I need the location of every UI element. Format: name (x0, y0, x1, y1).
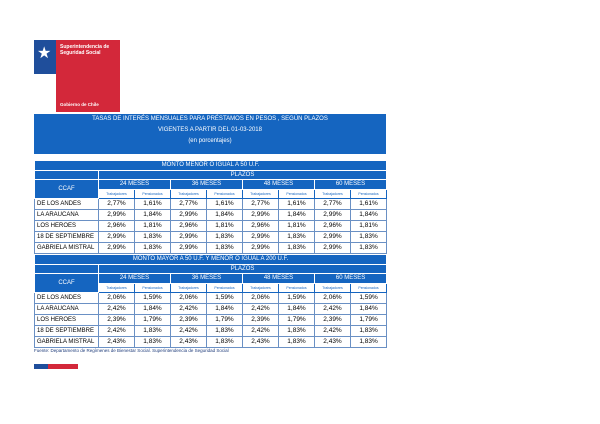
rate-cell: 2,06% (243, 293, 279, 304)
document-valid-date: VIGENTES A PARTIR DEL 01-03-2018 (158, 127, 262, 133)
ccaf-header: CCAF (35, 274, 99, 293)
rate-cell: 2,99% (315, 243, 351, 254)
rates-table-up-to-50uf (34, 160, 387, 254)
rate-cell: 1,81% (279, 221, 315, 232)
rate-cell: 2,99% (243, 243, 279, 254)
logo-institution-name: Superintendencia de Seguridad Social (60, 44, 110, 56)
rate-cell: 2,99% (99, 243, 135, 254)
rate-cell: 2,77% (171, 199, 207, 210)
table-row (35, 199, 387, 210)
superintendencia-logo (34, 40, 120, 112)
rate-cell: 1,84% (207, 210, 243, 221)
rate-cell: 2,96% (99, 221, 135, 232)
term-header: 24 MESES (99, 180, 171, 190)
rate-cell: 2,39% (171, 315, 207, 326)
pensioners-subheader: Pensionados (351, 190, 387, 199)
workers-subheader: Trabajadores (171, 190, 207, 199)
rate-cell: 2,42% (99, 326, 135, 337)
rate-cell: 2,42% (171, 326, 207, 337)
term-header: 48 MESES (243, 180, 315, 190)
rate-cell: 1,79% (279, 315, 315, 326)
rate-cell: 2,99% (171, 210, 207, 221)
workers-subheader: Trabajadores (171, 284, 207, 293)
rate-cell: 1,81% (207, 221, 243, 232)
source-note: Fuente: Departamento de Regímenes de Bienestar Social. Superintendencia de Seguridad Social (34, 348, 229, 353)
rate-cell: 1,84% (351, 304, 387, 315)
rate-cell: 1,83% (351, 326, 387, 337)
ccaf-name: 18 DE SEPTIEMBRE (35, 326, 99, 337)
rate-cell: 1,83% (207, 337, 243, 348)
rate-cell: 2,99% (171, 232, 207, 243)
table-row (35, 315, 387, 326)
rate-cell: 1,83% (351, 243, 387, 254)
rate-cell: 2,96% (243, 221, 279, 232)
rate-cell: 2,42% (243, 326, 279, 337)
table-row (35, 337, 387, 348)
rate-cell: 2,99% (315, 232, 351, 243)
rate-cell: 1,59% (135, 293, 171, 304)
workers-subheader: Trabajadores (243, 190, 279, 199)
rate-cell: 1,83% (279, 326, 315, 337)
rate-cell: 1,61% (351, 199, 387, 210)
rate-cell: 1,83% (351, 232, 387, 243)
rate-cell: 1,83% (135, 337, 171, 348)
rate-cell: 2,39% (243, 315, 279, 326)
rate-cell: 2,99% (99, 210, 135, 221)
rate-cell: 1,59% (279, 293, 315, 304)
rate-cell: 2,42% (99, 304, 135, 315)
pensioners-subheader: Pensionados (351, 284, 387, 293)
term-header: 24 MESES (99, 274, 171, 284)
table-caption: MONTO MAYOR A 50 U.F. Y MENOR O IGUAL A 200 U.F. (35, 255, 387, 265)
rate-cell: 1,59% (351, 293, 387, 304)
workers-subheader: Trabajadores (99, 284, 135, 293)
rate-cell: 1,84% (207, 304, 243, 315)
rate-cell: 2,39% (99, 315, 135, 326)
rate-cell: 2,42% (243, 304, 279, 315)
ccaf-name: LOS HEROES (35, 221, 99, 232)
rate-cell: 1,83% (135, 243, 171, 254)
rate-cell: 1,83% (135, 326, 171, 337)
table-row (35, 326, 387, 337)
rate-cell: 2,43% (243, 337, 279, 348)
rate-cell: 1,83% (207, 243, 243, 254)
ccaf-name: GABRIELA MISTRAL (35, 243, 99, 254)
rate-cell: 2,99% (315, 210, 351, 221)
rate-cell: 1,81% (351, 221, 387, 232)
ccaf-name: DE LOS ANDES (35, 199, 99, 210)
term-header: 36 MESES (171, 180, 243, 190)
rate-cell: 2,39% (315, 315, 351, 326)
rate-cell: 2,43% (315, 337, 351, 348)
rate-cell: 2,99% (171, 243, 207, 254)
document-title-box (34, 114, 386, 154)
ccaf-name: LOS HEROES (35, 315, 99, 326)
ccaf-name: GABRIELA MISTRAL (35, 337, 99, 348)
ccaf-name: LA ARAUCANA (35, 304, 99, 315)
pensioners-subheader: Pensionados (135, 284, 171, 293)
logo-government-label: Gobierno de Chile (60, 102, 99, 107)
rate-cell: 2,42% (315, 304, 351, 315)
rate-cell: 2,99% (243, 232, 279, 243)
rate-cell: 1,61% (279, 199, 315, 210)
table-row (35, 232, 387, 243)
rate-cell: 1,61% (207, 199, 243, 210)
rate-cell: 1,81% (135, 221, 171, 232)
workers-subheader: Trabajadores (315, 284, 351, 293)
rate-cell: 1,83% (207, 232, 243, 243)
rate-cell: 2,06% (315, 293, 351, 304)
star-icon: ★ (37, 45, 52, 62)
rate-cell: 1,61% (135, 199, 171, 210)
rate-cell: 2,43% (171, 337, 207, 348)
plazos-header: PLAZOS (99, 265, 387, 274)
pensioners-subheader: Pensionados (279, 190, 315, 199)
plazos-header: PLAZOS (99, 171, 387, 180)
rate-cell: 2,42% (315, 326, 351, 337)
rate-cell: 2,06% (171, 293, 207, 304)
rate-cell: 1,83% (135, 232, 171, 243)
rate-cell: 1,83% (279, 243, 315, 254)
rate-cell: 2,96% (171, 221, 207, 232)
table-row (35, 243, 387, 254)
rate-cell: 1,84% (351, 210, 387, 221)
rates-table-50-to-200uf (34, 254, 387, 348)
ccaf-header: CCAF (35, 180, 99, 199)
pensioners-subheader: Pensionados (207, 284, 243, 293)
rate-cell: 2,96% (315, 221, 351, 232)
rate-cell: 1,79% (135, 315, 171, 326)
table-row (35, 304, 387, 315)
rate-cell: 2,43% (99, 337, 135, 348)
ccaf-name: DE LOS ANDES (35, 293, 99, 304)
rate-cell: 1,79% (207, 315, 243, 326)
term-header: 60 MESES (315, 274, 387, 284)
ccaf-name: 18 DE SEPTIEMBRE (35, 232, 99, 243)
rate-cell: 2,99% (99, 232, 135, 243)
rate-cell: 1,84% (279, 210, 315, 221)
rate-cell: 1,83% (207, 326, 243, 337)
rate-cell: 1,84% (279, 304, 315, 315)
document-units: (en porcentajes) (188, 138, 232, 144)
document-title: TASAS DE INTERÉS MENSUALES PARA PRÉSTAMOS EN PESOS , SEGÚN PLAZOS (92, 116, 328, 122)
term-header: 60 MESES (315, 180, 387, 190)
rate-cell: 2,77% (99, 199, 135, 210)
rate-cell: 1,84% (135, 210, 171, 221)
term-header: 36 MESES (171, 274, 243, 284)
rate-cell: 1,83% (279, 337, 315, 348)
workers-subheader: Trabajadores (243, 284, 279, 293)
workers-subheader: Trabajadores (99, 190, 135, 199)
rate-cell: 2,99% (243, 210, 279, 221)
rate-cell: 2,06% (99, 293, 135, 304)
pensioners-subheader: Pensionados (135, 190, 171, 199)
rate-cell: 1,83% (351, 337, 387, 348)
workers-subheader: Trabajadores (315, 190, 351, 199)
table-caption: MONTO MENOR O IGUAL A 50 U.F. (35, 161, 387, 171)
rate-cell: 2,77% (243, 199, 279, 210)
term-header: 48 MESES (243, 274, 315, 284)
table-row (35, 210, 387, 221)
table-row (35, 293, 387, 304)
table-row (35, 221, 387, 232)
pensioners-subheader: Pensionados (279, 284, 315, 293)
pensioners-subheader: Pensionados (207, 190, 243, 199)
rate-cell: 1,83% (279, 232, 315, 243)
footer-flag-bar (34, 364, 78, 369)
rate-cell: 2,42% (171, 304, 207, 315)
ccaf-name: LA ARAUCANA (35, 210, 99, 221)
rate-cell: 1,79% (351, 315, 387, 326)
rate-cell: 1,84% (135, 304, 171, 315)
rate-cell: 1,59% (207, 293, 243, 304)
rate-cell: 2,77% (315, 199, 351, 210)
